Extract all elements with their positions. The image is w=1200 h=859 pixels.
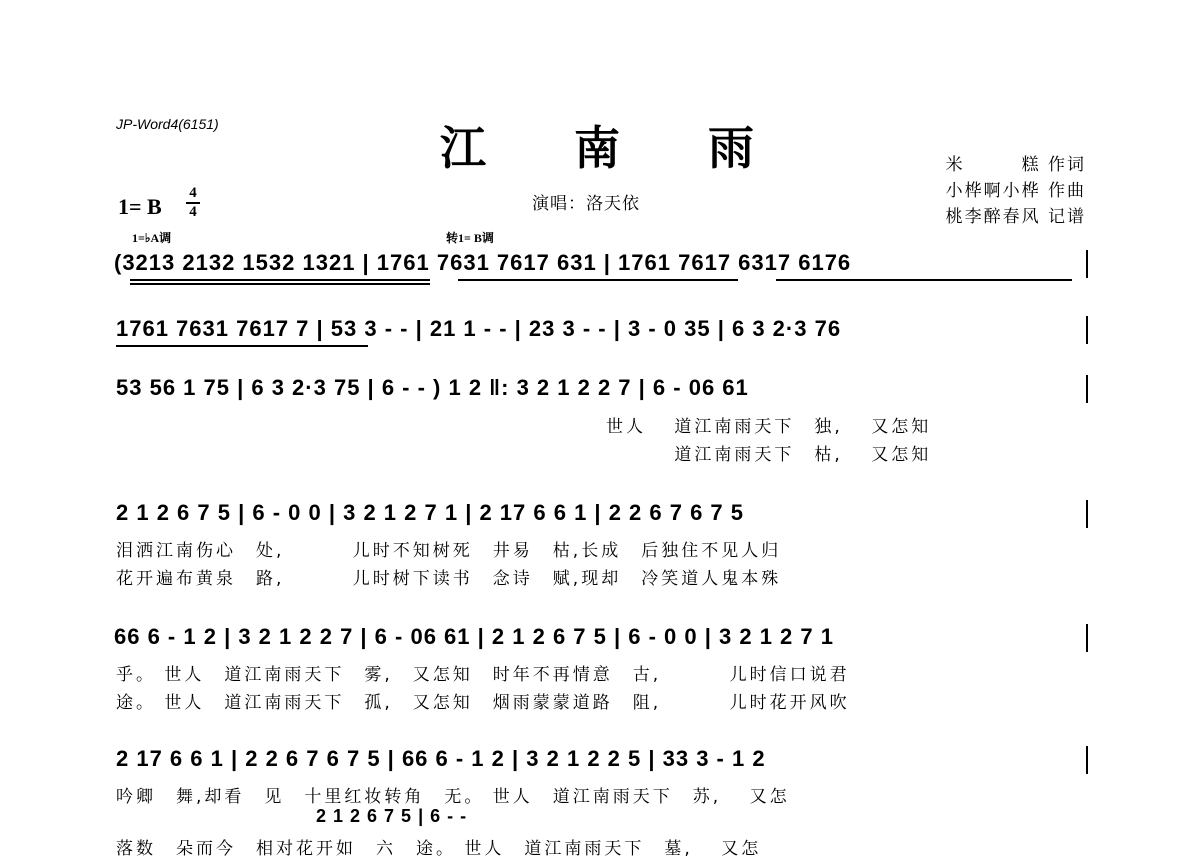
singer-label: 演唱：洛天依 bbox=[532, 194, 640, 214]
barline bbox=[1086, 250, 1088, 278]
beam-line bbox=[116, 345, 368, 347]
barline bbox=[1086, 375, 1088, 403]
beam-line bbox=[130, 283, 430, 285]
composer-credit: 小桦啊小桦 作曲 bbox=[945, 181, 1086, 201]
key-mark-start: 1=♭A调 bbox=[132, 231, 172, 245]
beam-line bbox=[458, 279, 738, 281]
score-row-5: 66 6 - 1 2 | 3 2 1 2 2 7 | 6 - 06 61 | 2 1 2 6 7 5 | 6 - 0 0 | 3 2 1 2 7 1 bbox=[114, 624, 834, 649]
lyric-row-4-verse-1: 泪洒江南伤心 处, 儿时不知树死 井易 枯,长成 后独住不见人归 bbox=[116, 541, 782, 561]
score-row-3: 53 56 1 75 | 6 3 2·3 75 | 6 - - ) 1 2 ‖: 3 2 1 2 2 7 | 6 - 06 61 bbox=[116, 375, 749, 400]
score-row-2: 1761 7631 7617 7 | 53 3 - - | 21 1 - - | 23 3 - - | 3 - 0 35 | 6 3 2·3 76 bbox=[116, 316, 842, 341]
score-row-1: (3213 2132 1532 1321 | 1761 7631 7617 631 | 1761 7617 6317 6176 bbox=[114, 250, 852, 275]
barline bbox=[1086, 500, 1088, 528]
score-row-4: 2 1 2 6 7 5 | 6 - 0 0 | 3 2 1 2 7 1 | 2 17 6 6 1 | 2 2 6 7 6 7 5 bbox=[116, 500, 745, 525]
lyric-row-6-verse-1: 吟卿 舞,却看 见 十里红妆转角 无。 世人 道江南雨天下 苏, 又怎 bbox=[116, 787, 790, 807]
time-signature bbox=[186, 186, 200, 220]
meter-top: 4 bbox=[189, 185, 197, 201]
barline bbox=[1086, 624, 1088, 652]
score-row-6: 2 17 6 6 1 | 2 2 6 7 6 7 5 | 66 6 - 1 2 | 3 2 1 2 2 5 | 33 3 - 1 2 bbox=[116, 746, 766, 771]
beam-line bbox=[776, 279, 1072, 281]
beam-line bbox=[130, 279, 430, 281]
alternate-ending-notes: 2 1 2 6 7 5 | 6 - - bbox=[316, 806, 468, 826]
meter-bottom: 4 bbox=[189, 204, 197, 220]
barline bbox=[1086, 316, 1088, 344]
lyric-row-3-verse-2: 道江南雨天下 枯, 又怎知 bbox=[606, 445, 932, 465]
lyric-row-5-verse-1: 乎。 世人 道江南雨天下 雾, 又怎知 时年不再情意 古, 儿时信口说君 bbox=[116, 665, 850, 685]
lyric-row-4-verse-2: 花开遍布黄泉 路, 儿时树下读书 念诗 赋,现却 冷笑道人鬼本殊 bbox=[116, 569, 782, 589]
lyric-row-6-verse-2: 落数 朵而今 相对花开如 六 途。 世人 道江南雨天下 墓, 又怎 bbox=[116, 839, 762, 859]
key-change-mark: 转1= B调 bbox=[446, 231, 494, 245]
key-signature: 1= B bbox=[118, 194, 162, 219]
lyric-row-5-verse-2: 途。 世人 道江南雨天下 孤, 又怎知 烟雨蒙蒙道路 阻, 儿时花开风吹 bbox=[116, 693, 850, 713]
lyric-row-3-verse-1: 世人 道江南雨天下 独, 又怎知 bbox=[606, 417, 932, 437]
barline bbox=[1086, 746, 1088, 774]
transcriber-credit: 桃李醉春风 记谱 bbox=[945, 207, 1086, 227]
edition-label: JP-Word4(6151) bbox=[116, 116, 219, 132]
lyricist-credit: 米 糕 作词 bbox=[945, 155, 1086, 175]
song-title: 江南雨 bbox=[440, 121, 842, 175]
